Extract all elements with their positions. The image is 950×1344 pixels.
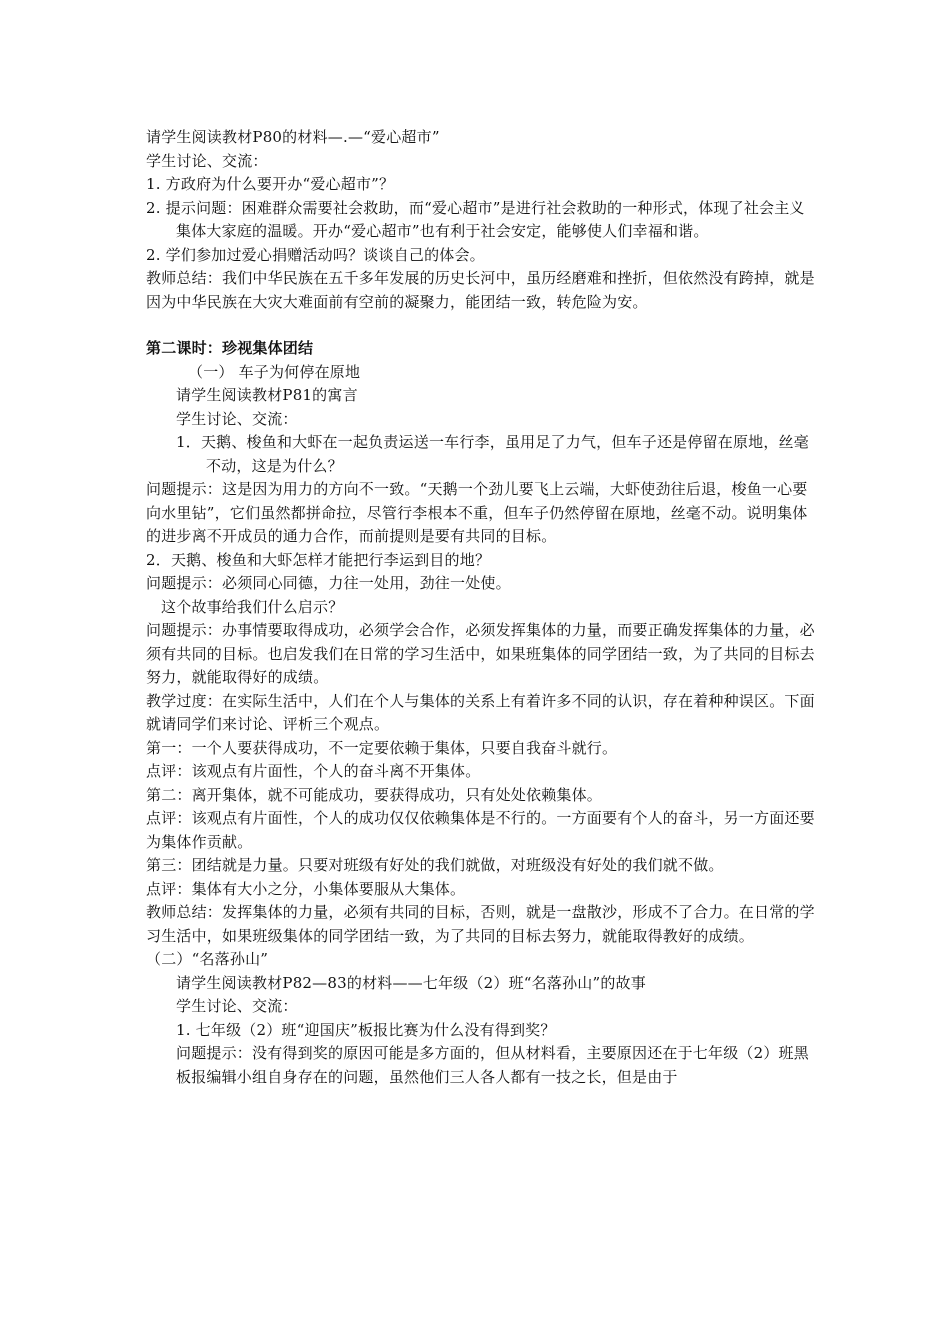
question-board: 1. 七年级（2）班“迎国庆”板报比赛为什么没有得到奖？ bbox=[176, 1020, 556, 1039]
lesson-2-heading: 第二课时：珍视集体团结 bbox=[146, 339, 314, 357]
question-swan-2: 2．天鹅、梭鱼和大虾怎样才能把行李运到目的地？ bbox=[146, 550, 491, 569]
viewpoint-2: 第二：离开集体，就不可能成功，要获得成功，只有处处依赖集体。 bbox=[146, 785, 603, 804]
comment-3: 点评：集体有大小之分，小集体要服从大集体。 bbox=[146, 879, 466, 898]
hint-swan-1: 问题提示：这是因为用力的方向不一致。“天鹅一个劲儿要飞上云端，大虾使劲往后退，梭鱼一心要向水里钻”，它们虽然都拼命拉，尽管行李根本不重，但车子仍然停留在原地，丝毫不动。说明集体的进步离不开成员的通力合作，而前提则是要有共同的目标。 bbox=[146, 480, 808, 545]
subsection-2-title: （二）“名落孙山” bbox=[146, 950, 269, 968]
question-1: 1. 方政府为什么要开办“爱心超市”？ bbox=[146, 175, 395, 193]
viewpoint-3: 第三：团结就是力量。只要对班级有好处的我们就做，对班级没有好处的我们就不做。 bbox=[146, 856, 724, 874]
paragraph-discuss: 学生讨论、交流： bbox=[146, 151, 268, 170]
paragraph-read-p80: 请学生阅读教材P80的材料—.—“爱心超市” bbox=[146, 128, 440, 146]
teacher-summary-2: 教师总结：发挥集体的力量，必须有共同的目标，否则，就是一盘散沙，形成不了合力。在日常的学习生活中，如果班级集体的同学团结一致，为了共同的目标去努力，就能取得教好的成绩。 bbox=[146, 903, 815, 945]
question-3: 2. 学们参加过爱心捐赠活动吗？谈谈自己的体会。 bbox=[146, 245, 485, 264]
hint-story-lesson: 问题提示：办事情要取得成功，必须学会合作，必须发挥集体的力量，而要正确发挥集体的力量，必须有共同的目标。也启发我们在日常的学习生活中，如果班集体的同学团结一致，为了共同的目标去努力，就能取得好的成绩。 bbox=[146, 621, 815, 686]
document-body bbox=[146, 126, 816, 1089]
comment-1: 点评：该观点有片面性，个人的奋斗离不开集体。 bbox=[146, 762, 481, 780]
comment-2: 点评：该观点有片面性，个人的成功仅仅依赖集体是不行的。一方面要有个人的奋斗，另一方面还要为集体作贡献。 bbox=[146, 809, 815, 851]
subsection-1-title: （一） 车子为何停在原地 bbox=[188, 362, 361, 381]
teacher-summary-1: 教师总结：我们中华民族在五千多年发展的历史长河中，虽历经磨难和挫折，但依然没有跨掉，就是因为中华民族在大灾大难面前有空前的凝聚力，能团结一致，转危险为安。 bbox=[146, 269, 815, 311]
question-swan-1: 1．天鹅、梭鱼和大虾在一起负责运送一车行李，虽用足了力气，但车子还是停留在原地，丝毫不动，这是为什么？ bbox=[176, 433, 809, 475]
teaching-transition: 教学过度：在实际生活中，人们在个人与集体的关系上有着许多不同的认识，存在着种种误区。下面就请同学们来讨论、评析三个观点。 bbox=[146, 691, 815, 733]
paragraph-discuss-3: 学生讨论、交流： bbox=[176, 997, 298, 1015]
question-2-hint: 2. 提示问题：困难群众需要社会救助，而“爱心超市”是进行社会救助的一种形式，体现了社会主义集体大家庭的温暖。开办“爱心超市”也有利于社会安定，能够使人们幸福和谐。 bbox=[146, 198, 805, 240]
paragraph-read-p82: 请学生阅读教材P82—83的材料——七年级（2）班“名落孙山”的故事 bbox=[176, 973, 646, 992]
viewpoint-1: 第一：一个人要获得成功，不一定要依赖于集体，只要自我奋斗就行。 bbox=[146, 738, 618, 757]
hint-board: 问题提示：没有得到奖的原因可能是多方面的，但从材料看，主要原因还在于七年级（2）班黑板报编辑小组自身存在的问题，虽然他们三人各人都有一技之长，但是由于 bbox=[176, 1044, 809, 1086]
hint-swan-2: 问题提示：必须同心同德，力往一处用，劲往一处使。 bbox=[146, 574, 511, 592]
paragraph-read-p81: 请学生阅读教材P81的寓言 bbox=[176, 386, 358, 404]
paragraph-discuss-2: 学生讨论、交流： bbox=[176, 409, 298, 428]
question-story-lesson: 这个故事给我们什么启示？ bbox=[161, 597, 344, 616]
